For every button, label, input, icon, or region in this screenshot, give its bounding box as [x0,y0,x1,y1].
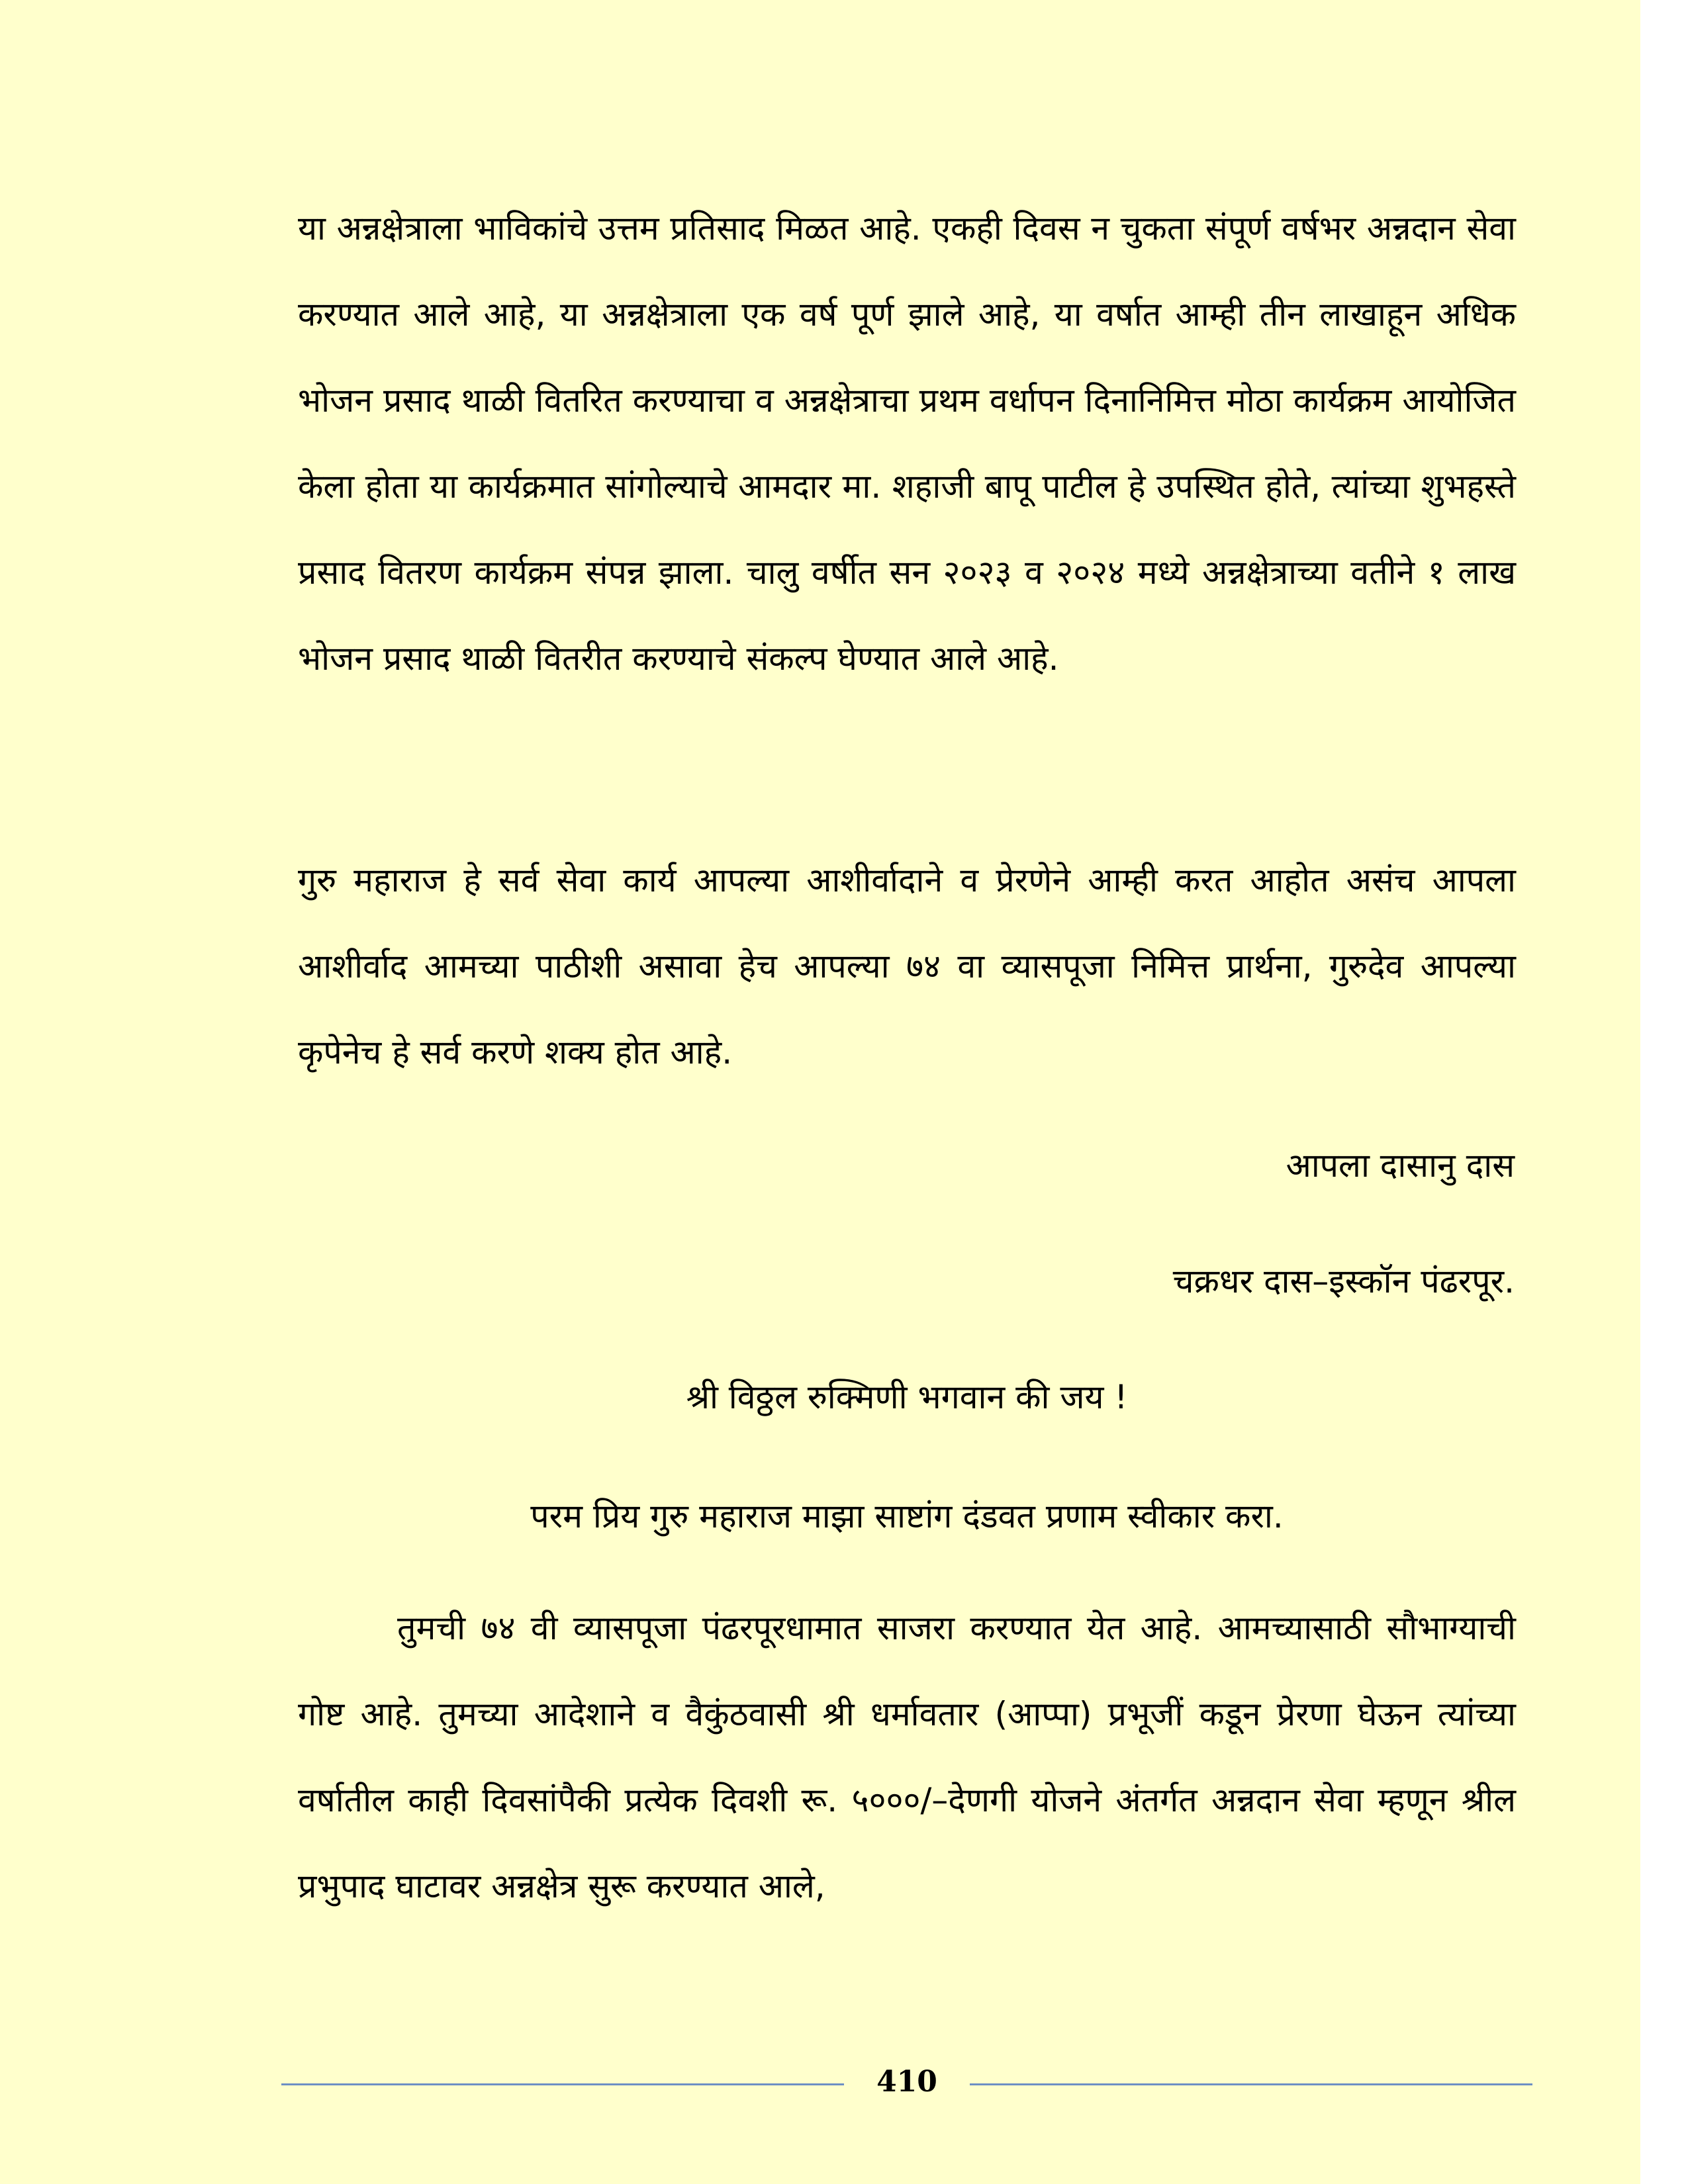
footer-rule-left [281,2083,844,2085]
salutation-jay: श्री विठ्ठल रुक्मिणी भगवान की जय ! [686,1378,1128,1416]
page-margin-strip [1640,0,1688,2184]
signature-closing: आपला दासानु दास [1286,1146,1515,1185]
paragraph-annakshetra-response: या अन्नक्षेत्राला भाविकांचे उत्तम प्रतिसाद मिळत आहे. एकही दिवस न चुकता संपूर्ण वर्षभर अन्नदान सेवा करण्यात आले आहे, या अन्नक्षेत्राला एक वर्ष पूर्ण झाले आहे, या वर्षात आम्ही तीन लाखाहून अधिक भोजन प्रसाद थाळी वितरित करण्याचा व अन्नक्षेत्राचा प्रथम वर्धापन दिनानिमित्त मोठा कार्यक्रम आयोजित केला होता या कार्यक्रमात सांगोल्याचे आमदार मा. शहाजी बापू पाटील हे उपस्थित होते, त्यांच्या शुभहस्ते प्रसाद वितरण कार्यक्रम संपन्न झाला. चालु वर्षीत सन २०२३ व २०२४ मध्ये अन्नक्षेत्राच्या वतीने १ लाख भोजन प्रसाद थाळी वितरीत करण्याचे संकल्प घेण्यात आले आहे. [298,209,1516,678]
signature-name: चक्रधर दास–इस्कॉन पंढरपूर. [1172,1262,1515,1300]
page-number: 410 [876,2065,937,2099]
paragraph-vyasapuja: तुमची ७४ वी व्यासपूजा पंढरपूरधामात साजरा करण्यात येत आहे. आमच्यासाठी सौभाग्याची गोष्ट आहे. तुमच्या आदेशाने व वैकुंठवासी श्री धर्मावतार (आप्पा) प्रभूजीं कडून प्रेरणा घेऊन त्यांच्या वर्षातील काही दिवसांपैकी प्रत्येक दिवशी रू. ५०००/–देणगी योजने अंतर्गत अन्नदान सेवा म्हणून श्रील प्रभुपाद घाटावर अन्नक्षेत्र सुरू करण्यात आले, [298,1609,1516,1905]
salutation-pranam: परम प्रिय गुरु महाराज माझा साष्टांग दंडवत प्रणाम स्वीकार करा. [530,1497,1284,1535]
paragraph-guru-blessings: गुरु महाराज हे सर्व सेवा कार्य आपल्या आशीर्वादाने व प्रेरणेने आम्ही करत आहोत असंच आपला आशीर्वाद आमच्या पाठीशी असावा हेच आपल्या ७४ वा व्यासपूजा निमित्त प्रार्थना, गुरुदेव आपल्या कृपेनेच हे सर्व करणे शक्य होत आहे. [298,861,1516,1071]
footer-rule-right [970,2083,1532,2085]
